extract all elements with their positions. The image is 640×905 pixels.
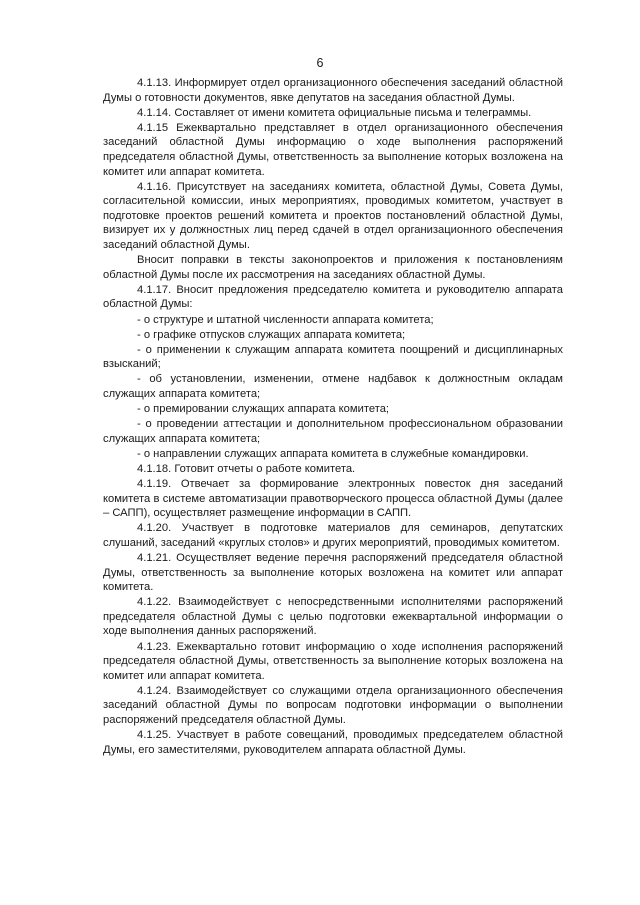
paragraph-4-1-23: 4.1.23. Ежеквартально готовит информацию о ходе исполнения распоряжений председателя областной Думы, ответственность за выполнение которых возложена на комитет или аппарат комитета. bbox=[103, 640, 563, 682]
paragraph-4-1-24: 4.1.24. Взаимодействует со служащими отдела организационного обеспечения заседаний областной Думы по вопросам подготовки информации о выполнении распоряжений председателя областной Думы. bbox=[103, 684, 563, 727]
paragraph-amendments: Вносит поправки в тексты законопроектов и приложения к постановлениям областной Думы после их рассмотрения на заседаниях областной Думы. bbox=[103, 254, 563, 281]
document-body bbox=[103, 76, 563, 758]
paragraph-4-1-15: 4.1.15 Ежеквартально представляет в отдел организационного обеспечения заседаний областной Думы информацию о ходе выполнения распоряжений председателя областной Думы, ответственность за выполнение которых возложена на комитет или аппарат комитета. bbox=[103, 121, 563, 178]
list-item: - о структуре и штатной численности аппарата комитета; bbox=[137, 313, 434, 326]
paragraph-4-1-17: 4.1.17. Вносит предложения председателю комитета и руководителю аппарата областной Думы: bbox=[103, 283, 563, 311]
list-item: - о проведении аттестации и дополнительном профессиональном образовании служащих аппарата комитета; bbox=[103, 418, 563, 445]
list-item: - о направлении служащих аппарата комитета в служебные командировки. bbox=[137, 447, 529, 460]
list-item: - о графике отпусков служащих аппарата комитета; bbox=[137, 328, 406, 341]
paragraph-4-1-25: 4.1.25. Участвует в работе совещаний, проводимых председателем областной Думы, его заместителями, руководителем аппарата областной Думы. bbox=[103, 729, 563, 756]
paragraph-4-1-22: 4.1.22. Взаимодействует с непосредственными исполнителями распоряжений председателя областной Думы с целью подготовки ежеквартальной информации о ходе выполнения данных распоряжений. bbox=[103, 596, 563, 638]
paragraph-4-1-19: 4.1.19. Отвечает за формирование электронных повесток дня заседаний комитета в системе автоматизации правотворческого процесса областной Думы (далее – САПП), осуществляет размещение информации в САПП. bbox=[103, 478, 563, 520]
paragraph-4-1-18: 4.1.18. Готовит отчеты о работе комитета. bbox=[137, 462, 356, 475]
page-number: 6 bbox=[316, 56, 324, 70]
paragraph-4-1-13: 4.1.13. Информирует отдел организационного обеспечения заседаний областной Думы о готовности документов, явке депутатов на заседания областной Думы. bbox=[103, 77, 563, 104]
paragraph-4-1-14: 4.1.14. Составляет от имени комитета официальные письма и телеграммы. bbox=[137, 106, 532, 119]
paragraph-4-1-21: 4.1.21. Осуществляет ведение перечня распоряжений председателя областной Думы, ответственность за выполнение которых возложена на комитет или аппарат комитета. bbox=[103, 552, 563, 594]
list-item: - о применении к служащим аппарата комитета поощрений и дисциплинарных взысканий; bbox=[103, 343, 563, 371]
paragraph-4-1-16: 4.1.16. Присутствует на заседаниях комитета, областной Думы, Совета Думы, согласительной комиссии, иных мероприятиях, проводимых комитетом, участвует в подготовке проектов решений комитета и проектов постановлений областной Думы, визирует их у должностных лиц перед сдачей в отдел организационного обеспечения заседаний областной Думы. bbox=[103, 180, 563, 252]
paragraph-4-1-20: 4.1.20. Участвует в подготовке материалов для семинаров, депутатских слушаний, заседаний «круглых столов» и других мероприятий, проводимых комитетом. bbox=[103, 522, 563, 549]
list-item: - об установлении, изменении, отмене надбавок к должностным окладам служащих аппарата комитета; bbox=[103, 373, 563, 400]
list-item: - о премировании служащих аппарата комитета; bbox=[137, 403, 390, 416]
